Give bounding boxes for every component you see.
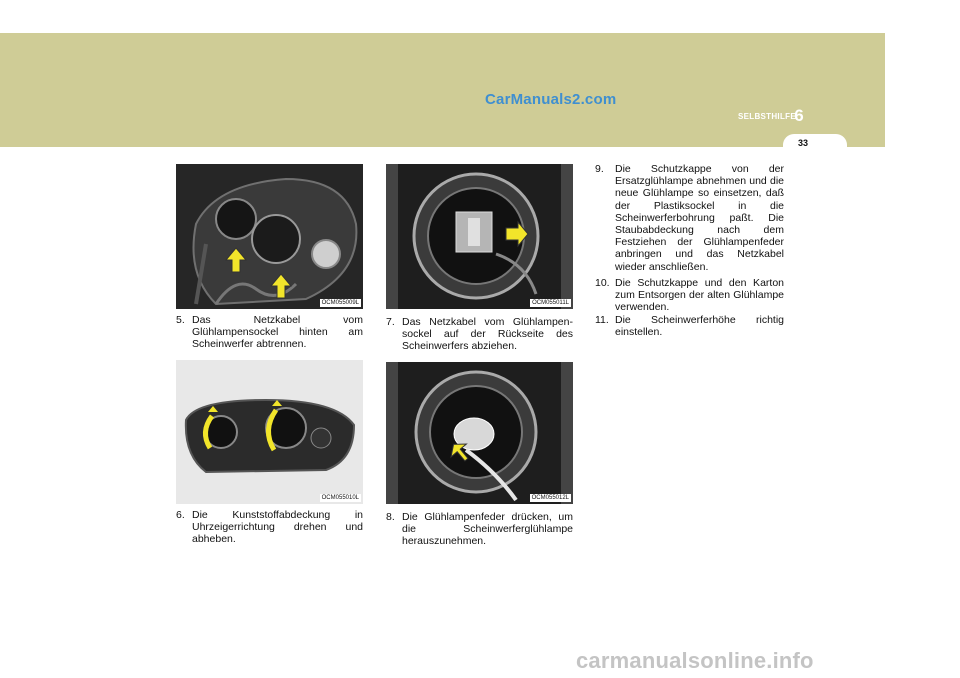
figure-code: OCM055010L: [321, 495, 359, 501]
step-8: [386, 511, 573, 548]
site-watermark[interactable]: CarManuals2.com: [485, 91, 617, 108]
headlamp-rear-illustration: [176, 164, 363, 309]
figure-code: OCM055009L: [321, 300, 359, 306]
step-text: Die Kunststoffabdeckung in Uhrzeigerrichtung drehen und abheben.: [192, 509, 363, 546]
step-5: [176, 314, 363, 351]
chapter-number: 6: [794, 106, 804, 125]
figure-code: OCM055011L: [532, 300, 569, 306]
page-number: 33: [797, 138, 808, 148]
section-label: SELBSTHILFE: [738, 112, 796, 121]
step-7: [386, 316, 573, 353]
figure-headlamp-rear: [176, 164, 363, 309]
step-text: Die Schutzkappe von der Ersatzglühlampe abnehmen und die neue Glühlampe so einsetzen, daß der Plastiksockel in die Scheinwerferbohrung paßt. Die Staubabdeckung nach dem Festziehen der Glühlampenfeder anbringen und das Netzkabel wieder anschließen.: [615, 163, 784, 273]
step-number: 10.: [595, 277, 610, 289]
step-6: [176, 509, 363, 546]
step-number: 9.: [595, 163, 604, 175]
step-number: 6.: [176, 509, 185, 521]
step-text: Die Schutzkappe und den Karton zum Entsorgen der alten Glühlampe verwenden.: [615, 277, 784, 314]
plastic-covers-illustration: [176, 360, 363, 504]
step-number: 8.: [386, 511, 395, 523]
step-number: 7.: [386, 316, 395, 328]
step-10: [595, 277, 784, 314]
step-9: [595, 163, 784, 273]
step-number: 11.: [595, 314, 609, 326]
step-11: [595, 314, 784, 338]
figure-code: OCM055012L: [531, 495, 569, 501]
figure-plastic-covers: [176, 360, 363, 504]
figure-bulb-spring: [386, 362, 573, 504]
figure-bulb-socket: [386, 164, 573, 309]
step-text: Das Netzkabel vom Glühlampen-sockel auf der Rückseite des Scheinwerfers abziehen.: [402, 316, 573, 353]
bulb-socket-illustration: [386, 164, 573, 309]
step-text: Die Glühlampenfeder drücken, um die Scheinwerferglühlampe herauszunehmen.: [402, 511, 573, 548]
step-number: 5.: [176, 314, 185, 326]
step-text: Das Netzkabel vom Glühlampensockel hinten am Scheinwerfer abtrennen.: [192, 314, 363, 351]
step-text: Die Scheinwerferhöhe richtig einstellen.: [615, 314, 784, 339]
footer-watermark[interactable]: carmanualsonline.info: [576, 648, 814, 673]
header-band: [0, 33, 885, 147]
bulb-spring-illustration: [386, 362, 573, 504]
